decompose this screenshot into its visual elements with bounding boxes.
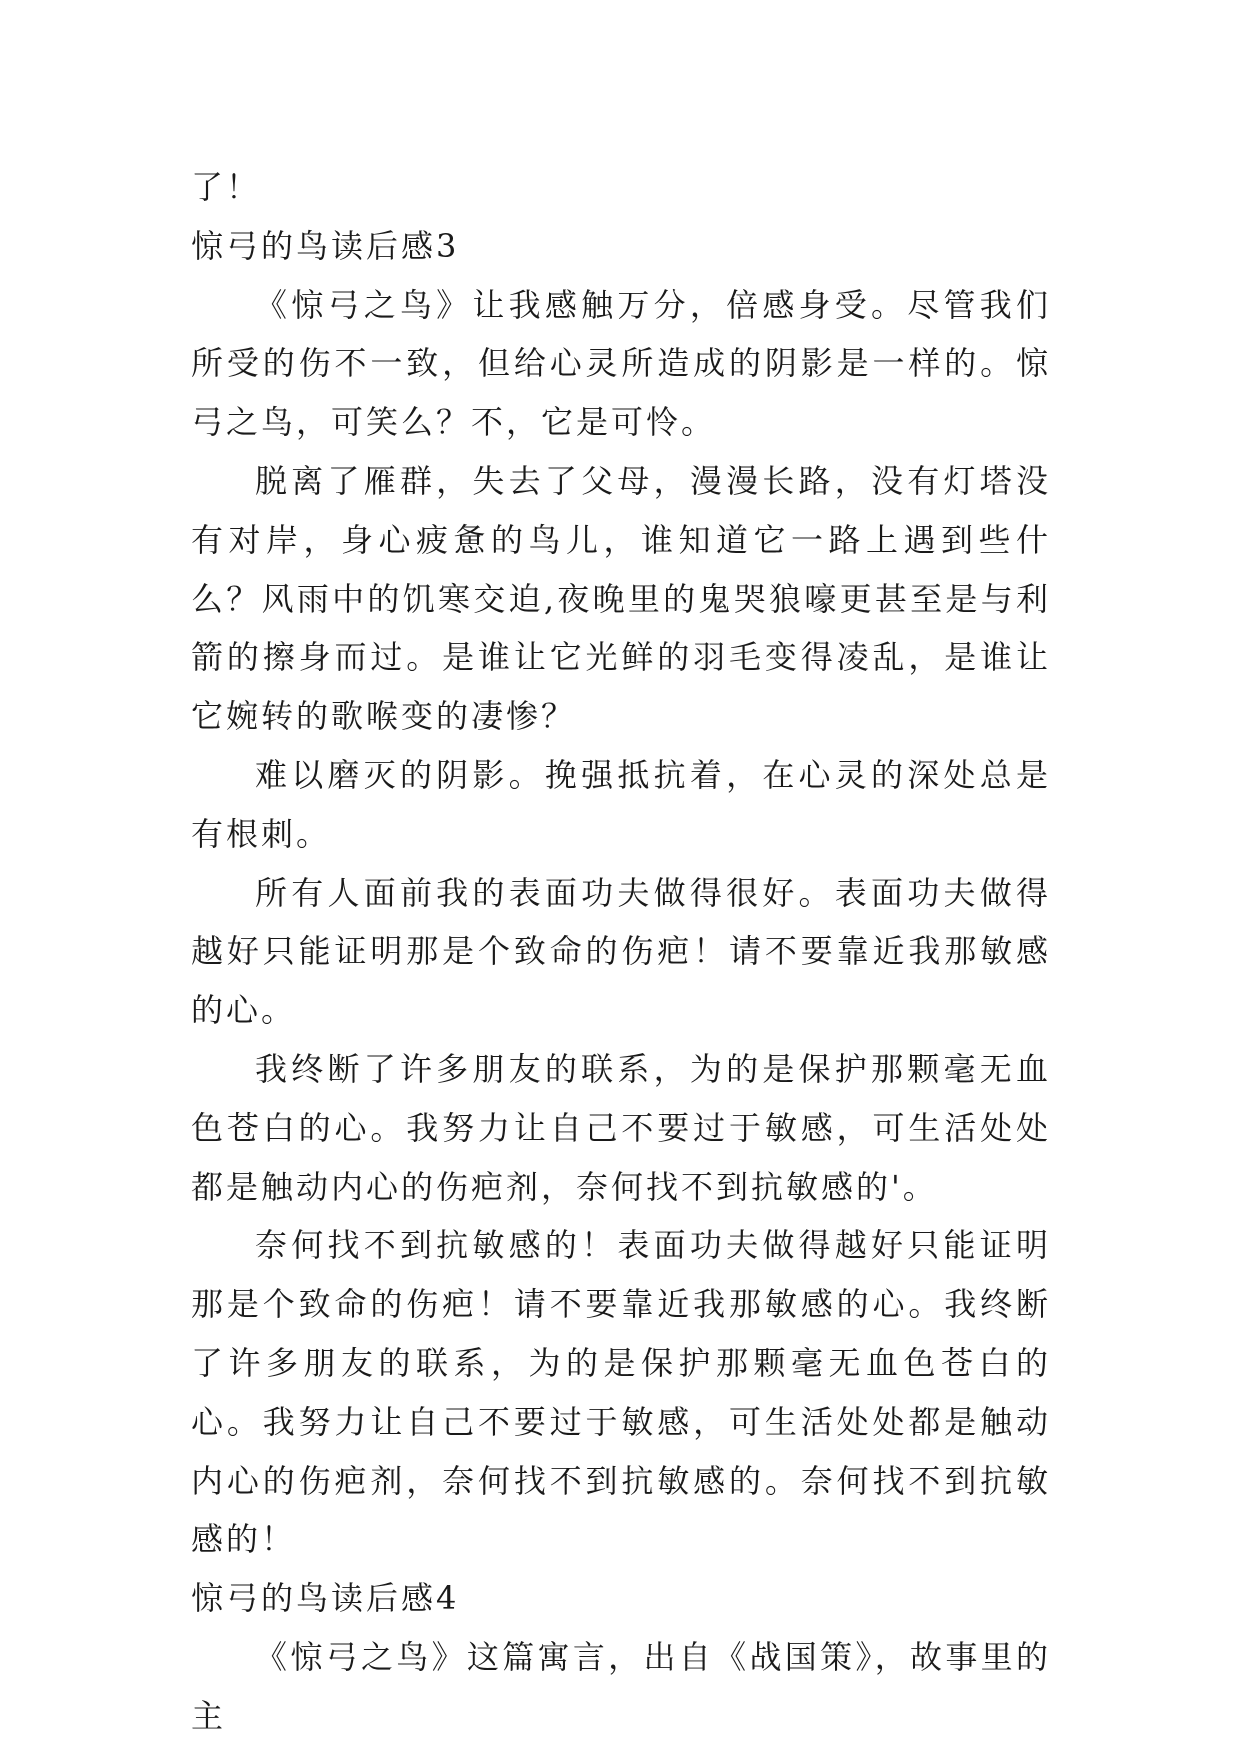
paragraph: 奈何找不到抗敏感的！表面功夫做得越好只能证明那是个致命的伤疤！请不要靠近我那敏感的心。我终断了许多朋友的联系，为的是保护那颗毫无血色苍白的心。我努力让自己不要过于敏感，可生活处处都是触动内心的伤疤剂，奈何找不到抗敏感的。奈何找不到抗敏感的！	[191, 1226, 1051, 1559]
section-heading-4: 惊弓的鸟读后感4	[191, 1579, 460, 1618]
paragraph: 难以磨灭的阴影。挽强抵抗着，在心灵的深处总是有根刺。	[191, 755, 1051, 853]
paragraph: 《惊弓之鸟》这篇寓言，出自《战国策》，故事里的主	[191, 1637, 1051, 1735]
paragraph: 我终断了许多朋友的联系，为的是保护那颗毫无血色苍白的心。我努力让自己不要过于敏感，可生活处处都是触动内心的伤疤剂，奈何找不到抗敏感的'。	[191, 1049, 1051, 1206]
paragraph: 所有人面前我的表面功夫做得很好。表面功夫做得越好只能证明那是个致命的伤疤！请不要靠近我那敏感的心。	[191, 873, 1051, 1030]
section-heading-3: 惊弓的鸟读后感3	[191, 226, 460, 265]
document-body	[191, 158, 1051, 1746]
continuation-text: 了！	[191, 168, 262, 206]
paragraph: 《惊弓之鸟》让我感触万分，倍感身受。尽管我们所受的伤不一致，但给心灵所造成的阴影是一样的。惊弓之鸟，可笑么？不，它是可怜。	[191, 285, 1051, 442]
paragraph: 脱离了雁群，失去了父母，漫漫长路，没有灯塔没有对岸，身心疲惫的鸟儿，谁知道它一路上遇到些什么？风雨中的饥寒交迫,夜晚里的鬼哭狼嚎更甚至是与利箭的擦身而过。是谁让它光鲜的羽毛变得凌乱，是谁让它婉转的歌喉变的凄惨？	[191, 461, 1051, 736]
